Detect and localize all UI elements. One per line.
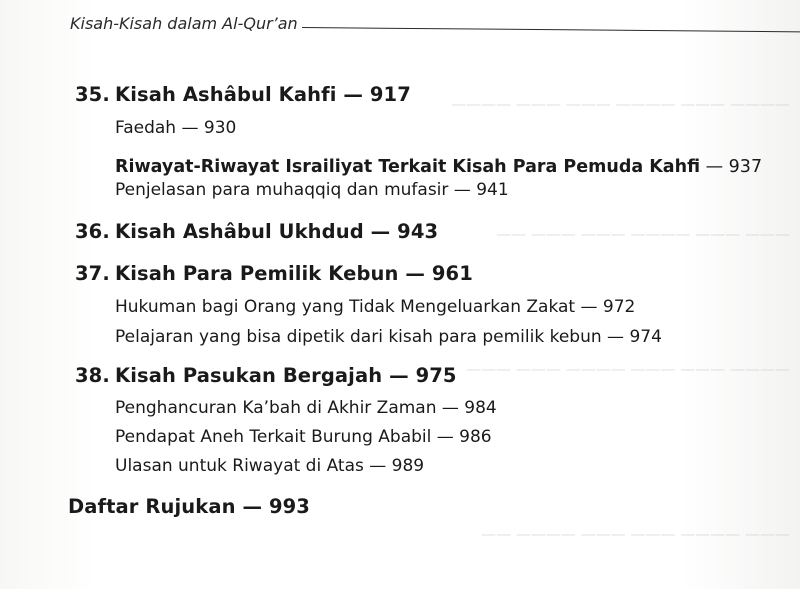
running-header: Kisah-Kisah dalam Al-Qur’an xyxy=(70,14,298,33)
chapter-number: 37. xyxy=(75,262,110,285)
subentry-page: — 937 xyxy=(700,157,763,177)
toc-chapter-38 xyxy=(75,364,457,387)
subentry-title: Riwayat-Riwayat Israiliyat Terkait Kisah Para Pemuda Kahfi xyxy=(115,157,701,177)
chapter-title: Kisah Para Pemilik Kebun — 961 xyxy=(115,262,473,285)
toc-subentry: Pendapat Aneh Terkait Burung Ababil — 986 xyxy=(115,427,492,447)
toc-subentry: Hukuman bagi Orang yang Tidak Mengeluarkan Zakat — 972 xyxy=(115,297,636,317)
toc-subentry: Penghancuran Ka’bah di Akhir Zaman — 984 xyxy=(115,398,497,418)
toc-chapter-36 xyxy=(75,220,438,243)
bleed-through-decoration: ———— ——— ———— ——— ——— ———— xyxy=(451,95,790,113)
bleed-through-decoration: ——— ———— ——— ——— ———— —— xyxy=(481,525,790,543)
toc-chapter-35 xyxy=(75,83,411,106)
toc-subentry: Pelajaran yang bisa dipetik dari kisah para pemilik kebun — 974 xyxy=(115,327,662,347)
toc-subentry: Penjelasan para muhaqqiq dan mufasir — 941 xyxy=(115,180,509,200)
bleed-through-decoration: ———— ——— ——— ———— ——— ——— xyxy=(466,360,790,378)
chapter-number: 36. xyxy=(75,220,110,243)
toc-subentry-bold xyxy=(115,157,762,177)
toc-subentry: Faedah — 930 xyxy=(115,118,237,138)
toc-references: Daftar Rujukan — 993 xyxy=(68,495,310,518)
bleed-through-decoration: ——— ——— ———— ——— ——— —— xyxy=(496,225,790,243)
chapter-number: 35. xyxy=(75,83,110,106)
toc-chapter-37 xyxy=(75,262,473,285)
chapter-title: Kisah Pasukan Bergajah — 975 xyxy=(115,364,457,387)
chapter-title: Kisah Ashâbul Ukhdud — 943 xyxy=(115,220,439,243)
toc-subentry: Ulasan untuk Riwayat di Atas — 989 xyxy=(115,456,425,476)
header-rule xyxy=(302,27,800,32)
chapter-title: Kisah Ashâbul Kahfi — 917 xyxy=(115,83,411,106)
chapter-number: 38. xyxy=(75,364,110,387)
